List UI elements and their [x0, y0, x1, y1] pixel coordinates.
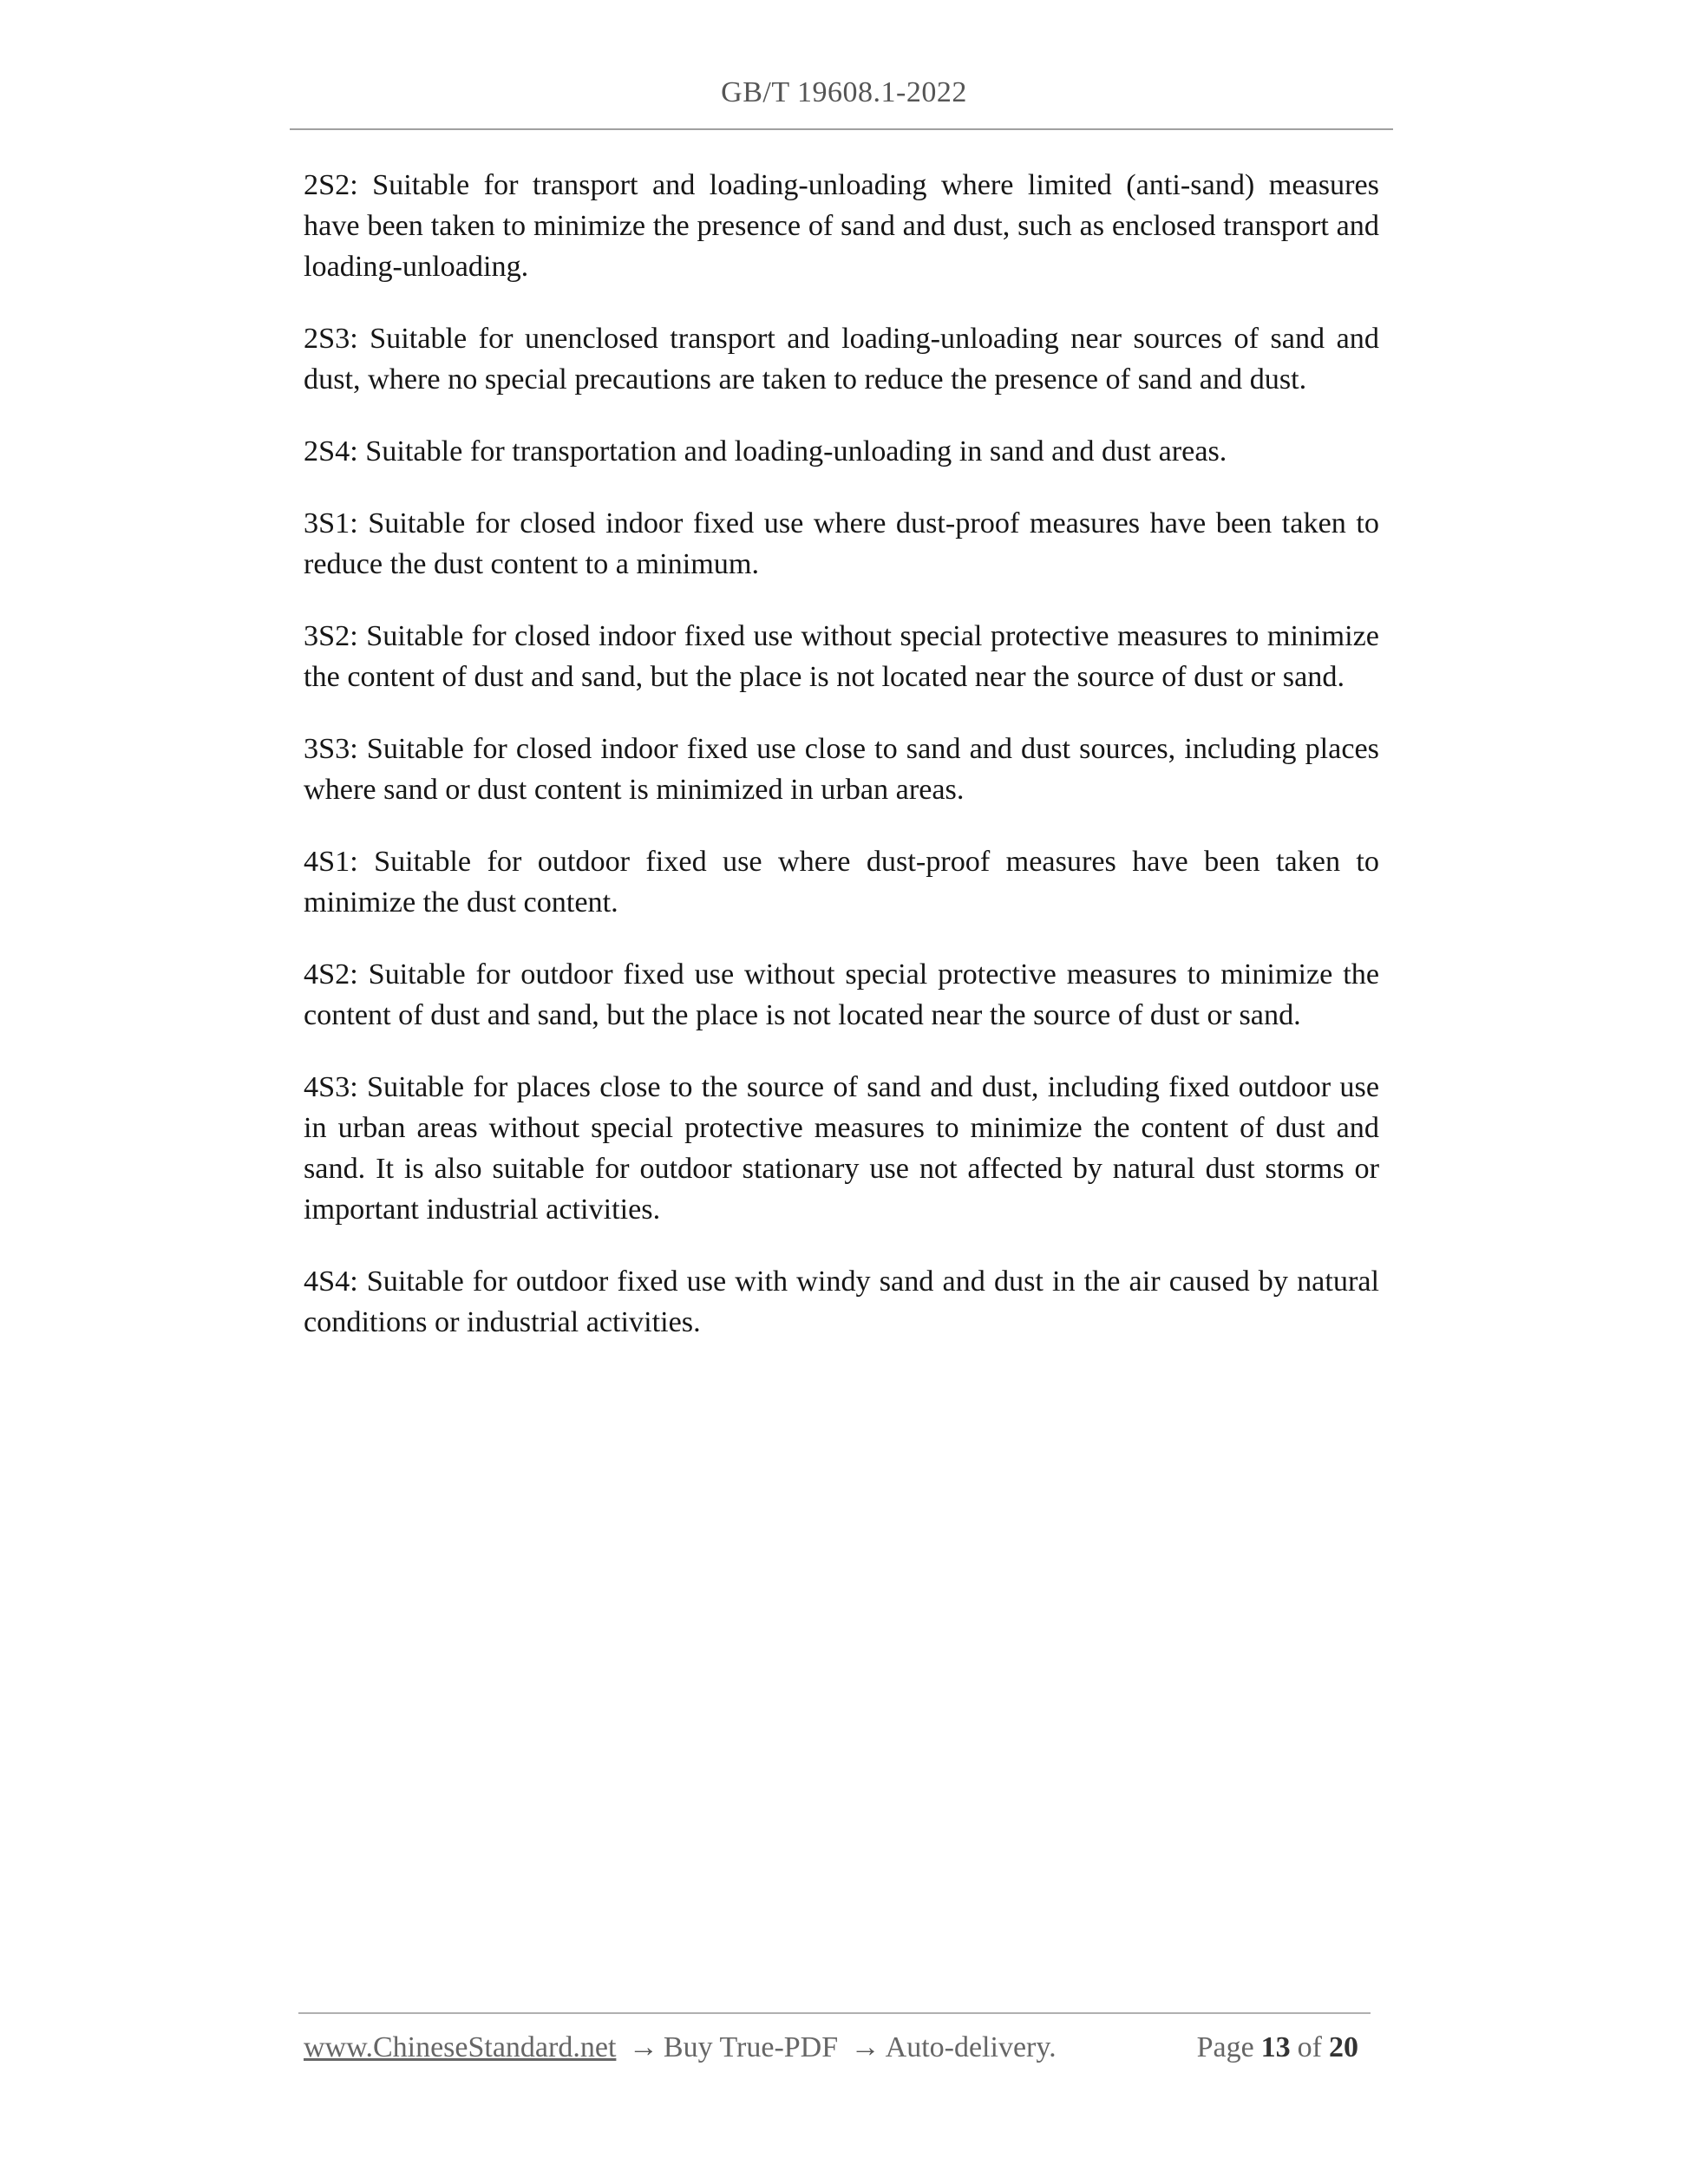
- header-divider: [290, 128, 1393, 130]
- page-of: of: [1297, 2031, 1322, 2063]
- arrow-right-icon: →: [850, 2031, 880, 2063]
- arrow-right-icon: →: [628, 2031, 658, 2063]
- footer-divider: [298, 2012, 1371, 2014]
- paragraph-4s3: 4S3: Suitable for places close to the source of sand and dust, including fixed outdoor use in urban areas without special protective measures to minimize the content of dust and sand. It is also suitable for outdoor stationary use not affected by natural dust storms or important industrial activities.: [304, 1071, 1379, 1226]
- page-label: Page: [1196, 2031, 1254, 2063]
- paragraph-2s3: 2S3: Suitable for unenclosed transport and loading-unloading near sources of sand and dust, where no special precautions are taken to reduce the presence of sand and dust.: [304, 323, 1379, 396]
- delivery-text: Auto-delivery.: [885, 2031, 1057, 2063]
- site-link[interactable]: www.ChineseStandard.net: [304, 2031, 617, 2063]
- buy-text: Buy True-PDF: [663, 2031, 839, 2063]
- document-header-title: GB/T 19608.1-2022: [721, 76, 967, 108]
- page-current: 13: [1260, 2031, 1291, 2063]
- paragraph-2s4: 2S4: Suitable for transportation and loading-unloading in sand and dust areas.: [304, 435, 1227, 468]
- paragraph-4s4: 4S4: Suitable for outdoor fixed use with windy sand and dust in the air caused by natural conditions or industrial activities.: [304, 1265, 1379, 1338]
- footer-promo: [304, 2031, 1057, 2064]
- paragraph-4s2: 4S2: Suitable for outdoor fixed use without special protective measures to minimize the content of dust and sand, but the place is not located near the source of dust or sand.: [304, 958, 1379, 1031]
- page-footer: [304, 2031, 1371, 2073]
- paragraph-3s1: 3S1: Suitable for closed indoor fixed use where dust-proof measures have been taken to reduce the dust content to a minimum.: [304, 507, 1379, 580]
- paragraph-2s2: 2S2: Suitable for transport and loading-unloading where limited (anti-sand) measures have been taken to minimize the presence of sand and dust, such as enclosed transport and loading-unloading.: [304, 169, 1379, 283]
- page-number: [1197, 2031, 1365, 2064]
- paragraph-3s3: 3S3: Suitable for closed indoor fixed use close to sand and dust sources, including places where sand or dust content is minimized in urban areas.: [304, 733, 1379, 806]
- document-body: [304, 165, 1379, 1374]
- paragraph-3s2: 3S2: Suitable for closed indoor fixed use without special protective measures to minimize the content of dust and sand, but the place is not located near the source of dust or sand.: [304, 620, 1379, 693]
- page-total: 20: [1329, 2031, 1358, 2063]
- paragraph-4s1: 4S1: Suitable for outdoor fixed use where dust-proof measures have been taken to minimize the dust content.: [304, 846, 1379, 919]
